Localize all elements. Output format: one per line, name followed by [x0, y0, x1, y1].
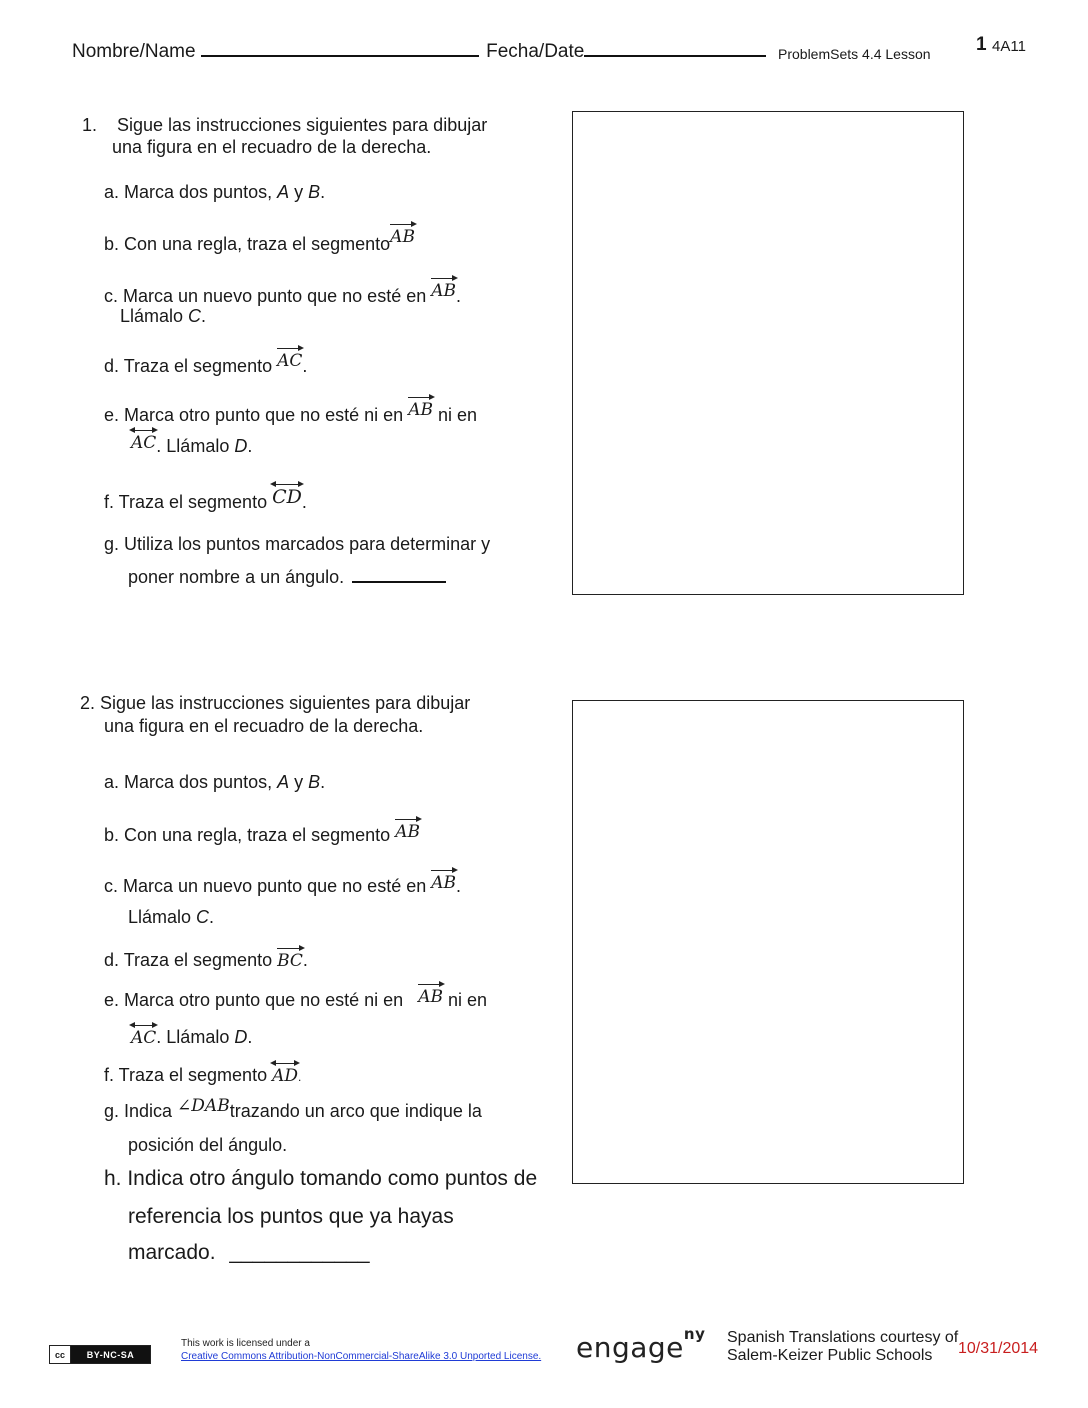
p2-intro-line1: 2. Sigue las instrucciones siguientes para dibujar	[80, 693, 471, 713]
lesson-number: 1	[976, 34, 987, 55]
line-cd-symbol: CD	[272, 482, 302, 508]
credit-line2: Salem-Keizer Public Schools	[727, 1347, 933, 1364]
ray-ab-symbol: AB	[431, 276, 456, 302]
p1-step-e-line2: AC. Llámalo D.	[131, 432, 252, 458]
p1-intro-line2: una figura en el recuadro de la derecha.	[112, 137, 432, 157]
line-ac-symbol: AC	[131, 428, 156, 454]
name-label-row	[72, 41, 766, 63]
p2-step-a: a. Marca dos puntos, A y B.	[104, 772, 326, 792]
p1-step-c-line2: Llámalo C.	[120, 306, 207, 326]
p2-step-g: g. Indica ∠DABtrazando un arco que indique la	[104, 1096, 482, 1121]
p2-step-g-line2: posición del ángulo.	[128, 1135, 288, 1155]
name-field[interactable]	[201, 55, 479, 57]
license-link[interactable]: Creative Commons Attribution-NonCommercial-ShareAlike 3.0 Unported License.	[181, 1351, 542, 1362]
p2-step-h-line3: marcado. ____________	[128, 1241, 370, 1264]
license-intro: This work is licensed under a	[181, 1338, 310, 1349]
p2-step-f: f. Traza el segmento AD.	[104, 1061, 301, 1088]
angle-dab-symbol: ∠DAB	[177, 1096, 230, 1116]
lesson-info: ProblemSets 4.4 Lesson	[778, 46, 931, 62]
p1-step-g-line2: poner nombre a un ángulo.	[128, 566, 446, 588]
line-ac-symbol: AC	[131, 1023, 156, 1049]
engageny-logo: engage$^{ny}$	[576, 1325, 706, 1364]
p2-step-c: c. Marca un nuevo punto que no esté en AB.	[104, 872, 461, 898]
p2-step-c-line2: Llámalo C.	[128, 907, 215, 927]
p1-number: 1.	[82, 115, 98, 135]
ray-ac-symbol: AC	[277, 346, 302, 372]
p1-drawing-box[interactable]	[572, 111, 964, 595]
date-field[interactable]	[584, 55, 766, 57]
p1-step-f: f. Traza el segmento CD.	[104, 487, 307, 513]
date-label: Fecha/Date	[486, 41, 585, 62]
p1-step-d: d. Traza el segmento AC.	[104, 352, 307, 378]
p2-step-b: b. Con una regla, traza el segmento AB	[104, 821, 420, 847]
cc-badge-text: BY-NC-SA	[71, 1346, 150, 1363]
cc-icon: cc	[50, 1346, 71, 1363]
ray-ab-symbol: AB	[418, 982, 443, 1008]
p1-step-g: g. Utiliza los puntos marcados para determinar y	[104, 534, 491, 554]
p2-step-e-line2: AC. Llámalo D.	[131, 1023, 252, 1049]
p2-drawing-box[interactable]	[572, 700, 964, 1184]
p1-step-e: e. Marca otro punto que no esté ni en AB ni en	[104, 401, 477, 427]
footer-date: 10/31/2014	[958, 1340, 1039, 1357]
ray-ab-symbol: AB	[395, 817, 420, 843]
p1-angle-answer-field[interactable]	[352, 581, 446, 583]
ray-bc-symbol: BC	[277, 946, 303, 972]
ray-ab-symbol: AB	[390, 222, 415, 248]
p2-step-e: e. Marca otro punto que no esté ni en AB ni en	[104, 986, 487, 1012]
p2-angle-answer-field[interactable]: ____________	[229, 1241, 370, 1264]
ray-ab-symbol: AB	[431, 868, 456, 894]
p1-step-a: a. Marca dos puntos, A y B.	[104, 182, 326, 202]
p2-intro-line2: una figura en el recuadro de la derecha.	[104, 716, 424, 736]
line-ad-symbol: AD	[272, 1061, 298, 1087]
name-label: Nombre/Name	[72, 41, 196, 62]
module-code: 4A11	[992, 38, 1026, 55]
p2-step-d: d. Traza el segmento BC.	[104, 946, 308, 972]
cc-license-badge[interactable]	[49, 1345, 151, 1364]
credit-line1: Spanish Translations courtesy of	[727, 1329, 959, 1346]
ray-ab-symbol: AB	[408, 395, 433, 421]
p2-step-h: h. Indica otro ángulo tomando como puntos de	[104, 1167, 538, 1190]
p2-step-h-line2: referencia los puntos que ya hayas	[128, 1205, 454, 1228]
p1-intro-line1: Sigue las instrucciones siguientes para dibujar	[117, 115, 488, 135]
p1-step-b: b. Con una regla, traza el segmentoAB	[104, 230, 415, 256]
p1-step-c: c. Marca un nuevo punto que no esté en AB.	[104, 282, 461, 308]
